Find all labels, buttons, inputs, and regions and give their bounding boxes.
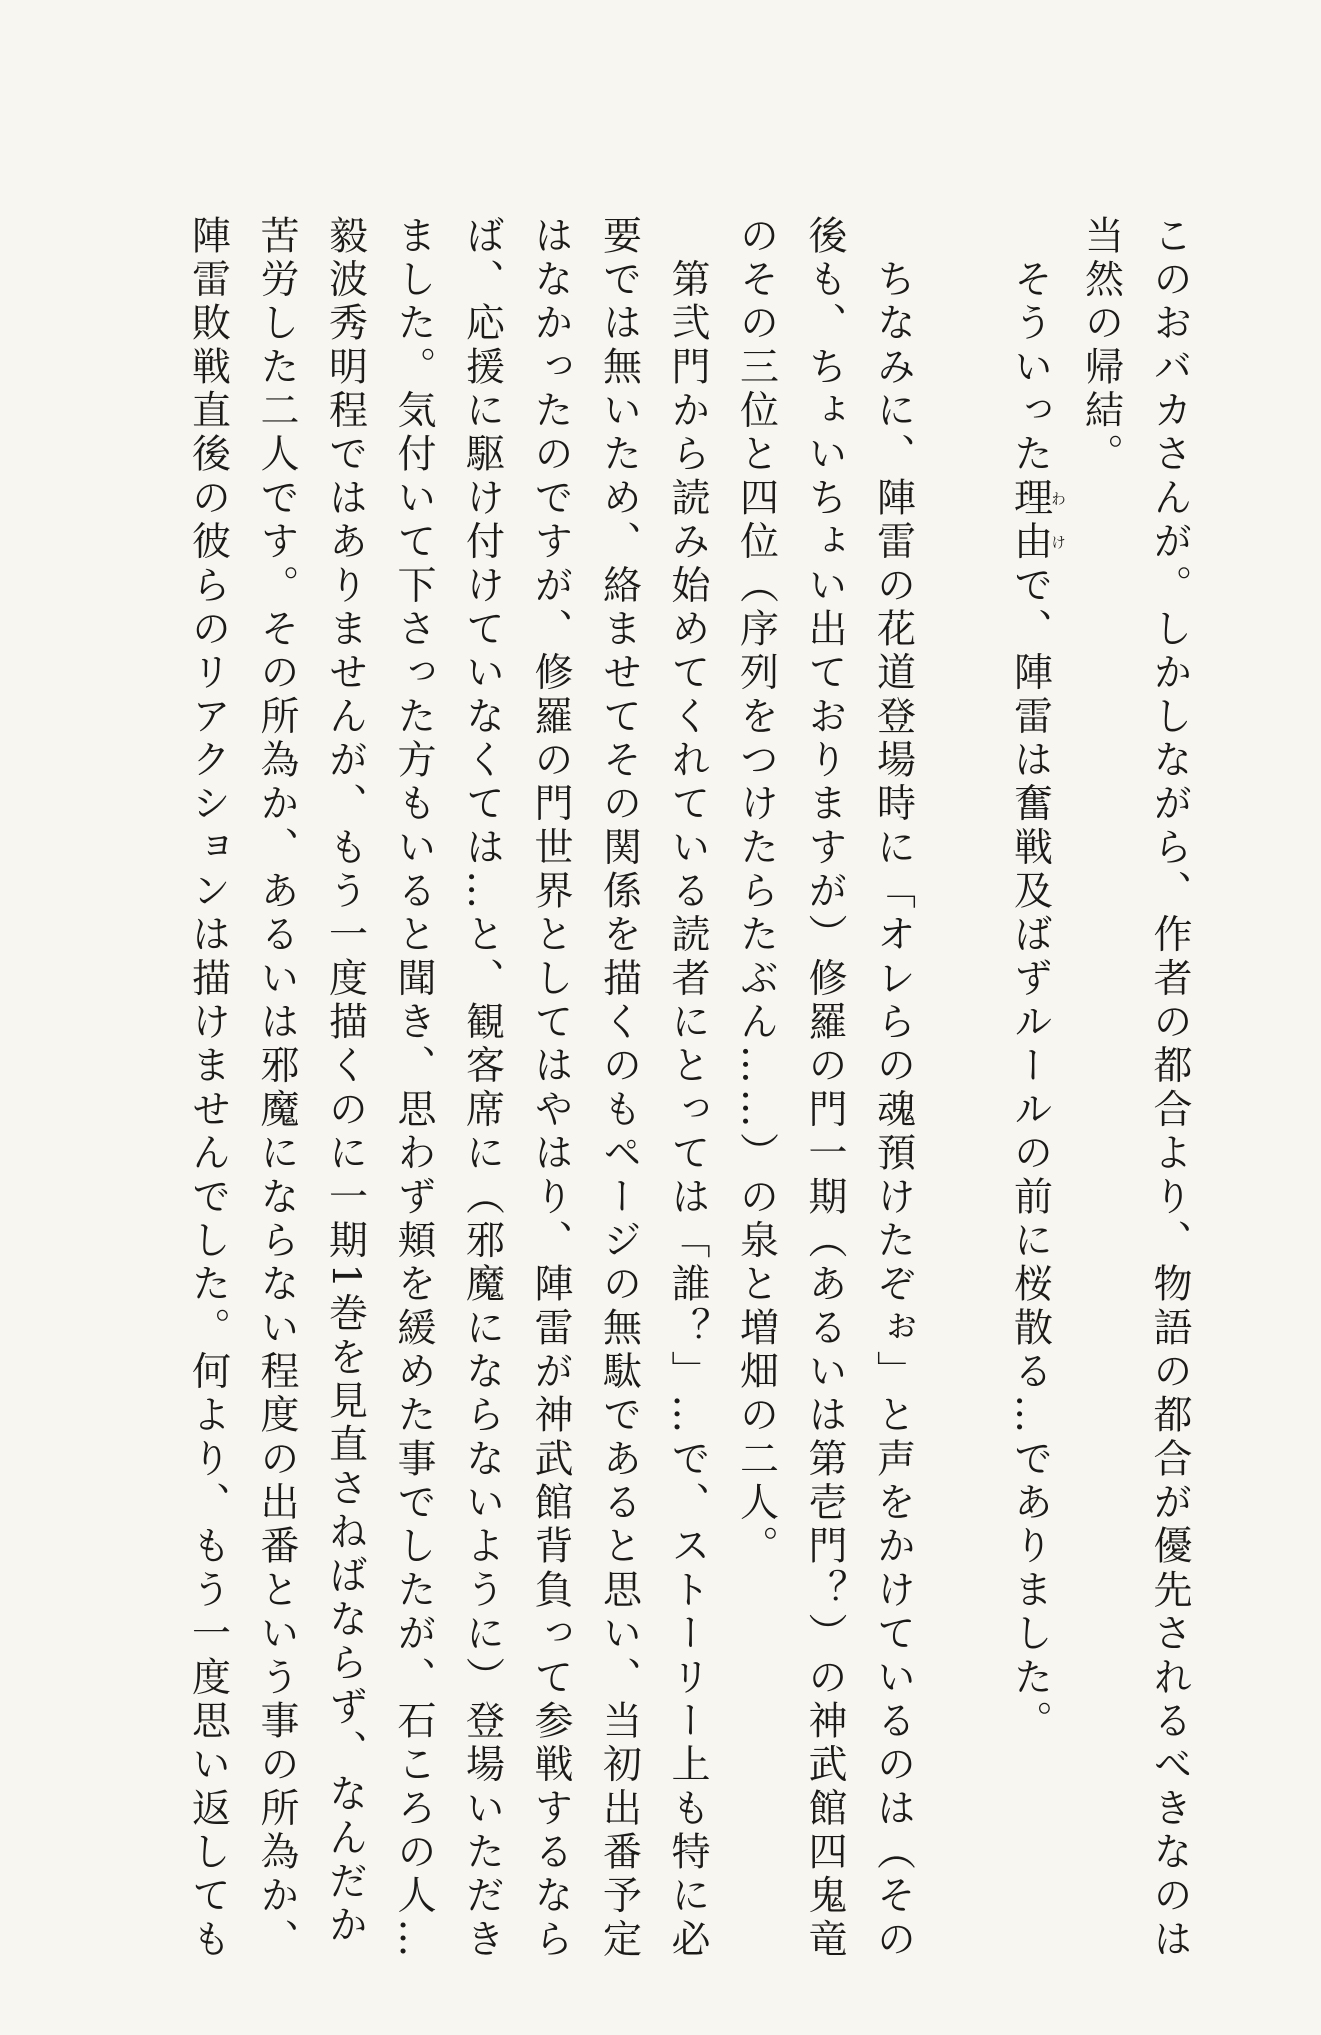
text-line: ました。気付いて下さった方もいると聞き、思わず頬を緩めた事でしたが、石ころの人…: [391, 215, 436, 1963]
text-line: 第弐門から読み始めてくれている読者にとっては「誰？」…で、ストーリー上も特に必: [665, 215, 710, 1963]
text-line: このおバカさんが。しかしながら、作者の都合より、物語の都合が優先されるべきなのは: [1147, 215, 1192, 1963]
text-line: ちなみに、陣雷の花道登場時に「オレらの魂預けたぞぉ」と声をかけているのは（その: [870, 215, 916, 1963]
text-line: のその三位と四位（序列をつけたらたぶん……）の泉と増畑の二人。: [733, 215, 779, 1570]
text-line: 陣雷敗戦直後の彼らのリアクションは描けませんでした。何より、もう一度思い返しても: [185, 215, 231, 1963]
text-line: 毅波秀明程ではありませんが、もう一度描くのに一期1巻を見直さねばならず、なんだか: [322, 215, 368, 1949]
text-line-with-ruby: そういった理由わけで、陣雷は奮戦及ばずルールの前に桜散る…でありました。: [1007, 258, 1067, 1744]
text-line: 苦労した二人です。その所為か、あるいは邪魔にならない程度の出番という事の所為か、: [254, 215, 299, 1963]
text-line: 後も、ちょいちょい出ておりますが）修羅の門一期（あるいは第壱門？）の神武館四鬼竜: [802, 215, 847, 1963]
text-line: 当然の帰結。: [1078, 215, 1124, 478]
vertical-text-body: [185, 215, 1203, 1963]
text-line: はなかったのですが、修羅の門世界としてはやはり、陣雷が神武館背負って参戦するなら: [528, 215, 573, 1963]
ruby-annotation: 理由わけ: [1007, 477, 1067, 565]
text-line: 要では無いため、絡ませてその関係を描くのもページの無駄であると思い、当初出番予定: [596, 215, 642, 1963]
text-line: ば、応援に駆け付けていなくては…と、観客席に（邪魔にならないように）登場いただき: [459, 215, 505, 1963]
paragraph-break: [927, 215, 996, 1945]
